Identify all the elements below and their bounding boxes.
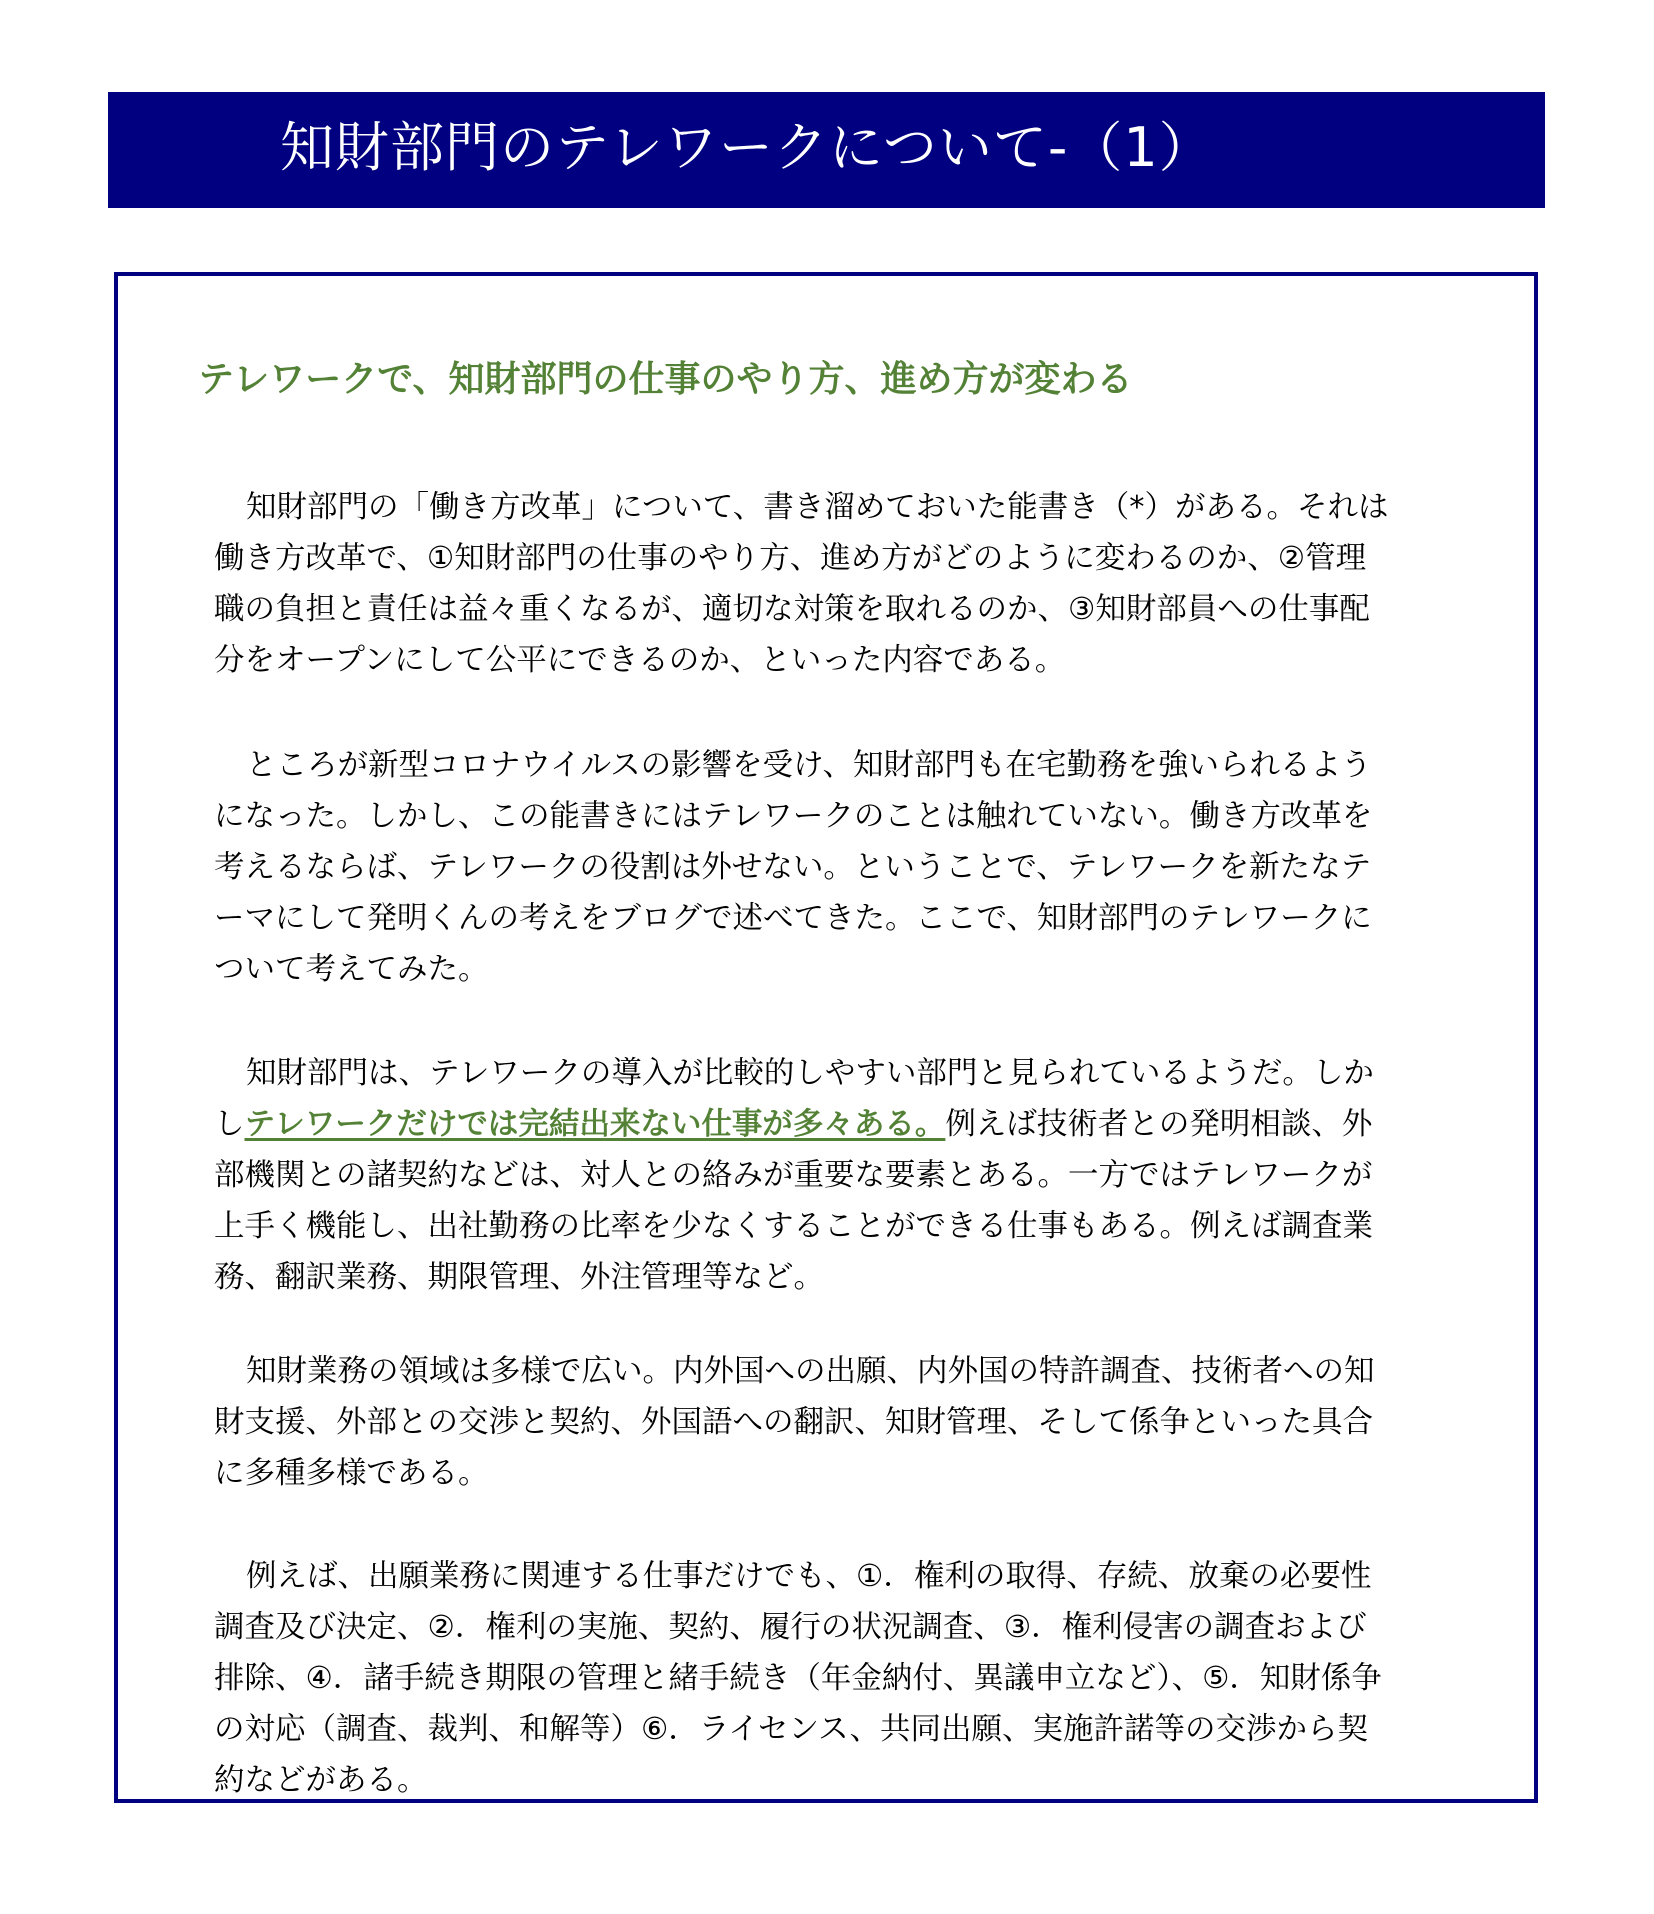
highlighted-phrase: テレワークだけでは完結出来ない仕事が多々ある。 [244, 1107, 946, 1142]
paragraph-4: 知財業務の領域は多様で広い。内外国への出願、内外国の特許調査、技術者への知財支援、外部との交渉と契約、外国語への翻訳、知財管理、そして係争といった具合に多種多様である。 [214, 1354, 1375, 1491]
paragraph-1: 知財部門の「働き方改革」について、書き溜めておいた能書き（*）がある。それは働き方改革で、①知財部門の仕事のやり方、進め方がどのように変わるのか、②管理職の負担と責任は益々重くなるが、適切な対策を取れるのか、③知財部員への仕事配分をオープンにして公平にできるのか、といった内容である。 [214, 490, 1389, 678]
title-banner [108, 92, 1545, 208]
content-box [114, 272, 1538, 1803]
section-heading: テレワークで、知財部門の仕事のやり方、進め方が変わる [198, 359, 1133, 400]
paragraph-5: 例えば、出願業務に関連する仕事だけでも、①．権利の取得、存続、放棄の必要性調査及び決定、②．権利の実施、契約、履行の状況調査、③．権利侵害の調査および排除、④．諸手続き期限の管理と緒手続き（年金納付、異議申立など）、⑤．知財係争の対応（調査、裁判、和解等）⑥．ライセンス、共同出願、実施許諾等の交渉から契約などがある。 [214, 1559, 1382, 1798]
paragraph-3 [214, 1048, 1394, 1303]
paragraph-2: ところが新型コロナウイルスの影響を受け、知財部門も在宅勤務を強いられるようになった。しかし、この能書きにはテレワークのことは触れていない。働き方改革を考えるならば、テレワークの役割は外せない。ということで、テレワークを新たなテーマにして発明くんの考えをブログで述べてきた。ここで、知財部門のテレワークについて考えてみた。 [214, 748, 1373, 987]
page-title: 知財部門のテレワークについて-（1） [280, 116, 1214, 179]
paragraph-3-before: 知財部門は、テレワークの導入が比較的しやすい部門と見られているようだ。しかし [214, 1056, 1374, 1142]
paragraph-3-after: 例えば技術者との発明相談、外部機関との諸契約などは、対人との絡みが重要な要素とある。一方ではテレワークが上手く機能し、出社勤務の比率を少なくすることができる仕事もある。例えば調査業務、翻訳業務、期限管理、外注管理等など。 [214, 1107, 1373, 1295]
